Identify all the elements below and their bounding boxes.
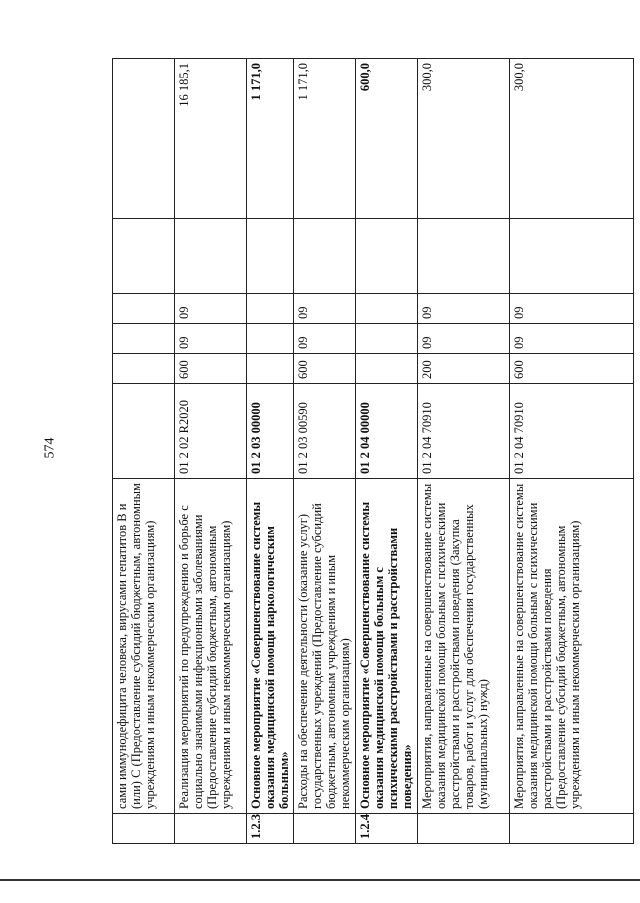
- row-sum: 300,0: [418, 59, 510, 219]
- row-sum: 1 171,0: [294, 59, 356, 219]
- row-blank: [418, 219, 510, 294]
- row-rz: [113, 324, 175, 354]
- table-row: [356, 59, 418, 844]
- row-code: 01 2 03 00590: [294, 384, 356, 479]
- table-row: [510, 59, 634, 844]
- row-code: 01 2 04 70910: [510, 384, 634, 479]
- row-rz: 09: [175, 324, 247, 354]
- row-sum: [113, 59, 175, 219]
- row-pr: 09: [510, 294, 634, 324]
- row-blank: [356, 219, 418, 294]
- row-vr: [356, 354, 418, 384]
- row-pr: [113, 294, 175, 324]
- budget-table: [112, 58, 634, 844]
- row-code: 01 2 04 70910: [418, 384, 510, 479]
- row-rz: 09: [294, 324, 356, 354]
- page-number: 574: [42, 437, 58, 459]
- row-pr: 09: [418, 294, 510, 324]
- row-vr: 600: [294, 354, 356, 384]
- row-code: 01 2 04 00000: [356, 384, 418, 479]
- row-vr: 200: [418, 354, 510, 384]
- row-blank: [113, 219, 175, 294]
- row-pr: 09: [294, 294, 356, 324]
- budget-table-rotated: [112, 59, 630, 844]
- row-number: 1.2.3: [247, 814, 294, 844]
- row-rz: 09: [418, 324, 510, 354]
- row-name: Основное мероприятие «Совершенствование системы оказания медицинской помощи наркологическим больным»: [247, 479, 294, 814]
- row-blank: [175, 219, 247, 294]
- row-pr: [356, 294, 418, 324]
- row-vr: [113, 354, 175, 384]
- row-sum: 1 171,0: [247, 59, 294, 219]
- row-number: [175, 814, 247, 844]
- row-code: 01 2 03 00000: [247, 384, 294, 479]
- table-row: [175, 59, 247, 844]
- row-rz: [356, 324, 418, 354]
- row-name: Основное мероприятие «Совершенствование системы оказания медицинской помощи больным с психическими расстройствами и расстройствами поведения»: [356, 479, 418, 814]
- row-rz: [247, 324, 294, 354]
- row-sum: 600,0: [356, 59, 418, 219]
- row-blank: [510, 219, 634, 294]
- row-pr: 09: [175, 294, 247, 324]
- bottom-rule: [0, 879, 640, 881]
- row-vr: [247, 354, 294, 384]
- row-blank: [294, 219, 356, 294]
- table-row: [294, 59, 356, 844]
- row-name: сами иммунодефицита человека, вирусами гепатитов В и (или) С (Предоставление субсидий бюджетным, автономным учреждениям и иным некоммерческим организациям): [113, 479, 175, 814]
- row-name: Мероприятия, направленные на совершенствование системы оказания медицинской помощи больным с психическими расстройствами и расстройствами поведения (Закупка товаров, работ и услуг для обеспечения государственных (муниципальных) нужд): [418, 479, 510, 814]
- row-name: Реализация мероприятий по предупреждению и борьбе с социально значимыми инфекционными заболеваниями (Предоставление субсидий бюджетным, автономным учреждениям и иным некоммерческим организациям): [175, 479, 247, 814]
- row-name: Мероприятия, направленные на совершенствование системы оказания медицинской помощи больным с психическими расстройствами и расстройствами поведения (Предоставление субсидий бюджетным, автономным учреждениям и иным некоммерческим организациям): [510, 479, 634, 814]
- row-name: Расходы на обеспечение деятельности (оказание услуг) государственных учреждений (Предоставление субсидий бюджетным, автономным учреждениям и иным некоммерческим организациям): [294, 479, 356, 814]
- row-number: [510, 814, 634, 844]
- table-row: [418, 59, 510, 844]
- row-number: [418, 814, 510, 844]
- row-number: [113, 814, 175, 844]
- row-vr: 600: [510, 354, 634, 384]
- row-rz: 09: [510, 324, 634, 354]
- row-code: [113, 384, 175, 479]
- row-pr: [247, 294, 294, 324]
- table-row: [113, 59, 175, 844]
- row-sum: 16 185,1: [175, 59, 247, 219]
- table-row: [247, 59, 294, 844]
- row-number: [294, 814, 356, 844]
- row-code: 01 2 02 R2020: [175, 384, 247, 479]
- row-number: 1.2.4: [356, 814, 418, 844]
- row-blank: [247, 219, 294, 294]
- row-sum: 300,0: [510, 59, 634, 219]
- row-vr: 600: [175, 354, 247, 384]
